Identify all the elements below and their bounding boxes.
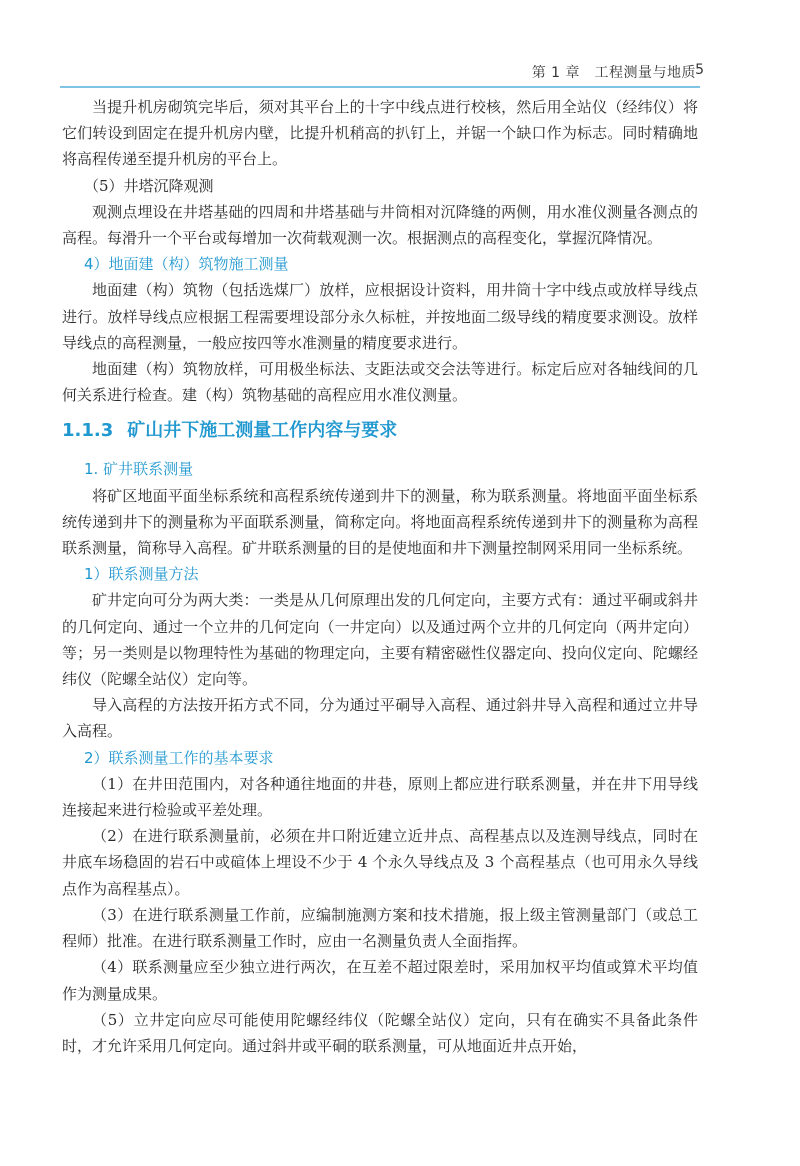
subheading-survey-methods: 1）联系测量方法 bbox=[84, 565, 199, 584]
chapter-title: 第 1 章 工程测量与地质 bbox=[531, 65, 696, 81]
requirement-item: （2）在进行联系测量前，必须在井口附近建立近井点、高程基点以及连测导线点，同时在井底车场稳固的岩石中或碹体上埋设不少于 4 个永久导线点及 3 个高程基点（也可用永久导线点作为高程基点）。 bbox=[62, 827, 698, 898]
paragraph: 矿井定向可分为两大类：一类是从几何原理出发的几何定向，主要方式有：通过平硐或斜井的几何定向、通过一个立井的几何定向（一井定向）以及通过两个立井的几何定向（两井定向）等；另一类则是以物理特性为基础的物理定向，主要有精密磁性仪器定向、投向仪定向、陀螺经纬仪（陀螺全站仪）定向等。 bbox=[62, 591, 698, 689]
page-header bbox=[0, 54, 800, 88]
requirement-item: （3）在进行联系测量工作前，应编制施测方案和技术措施，报上级主管测量部门（或总工程师）批准。在进行联系测量工作时，应由一名测量负责人全面指挥。 bbox=[62, 905, 698, 951]
paragraph: 地面建（构）筑物放样，可用极坐标法、支距法或交会法等进行。标定后应对各轴线间的几何关系进行检查。建（构）筑物基础的高程应用水准仪测量。 bbox=[62, 360, 698, 405]
page-body bbox=[62, 94, 698, 1059]
section-number: 1.1.3 bbox=[62, 420, 114, 442]
subheading-basic-requirements: 2）联系测量工作的基本要求 bbox=[84, 748, 274, 767]
page-number: 5 bbox=[695, 62, 704, 78]
subheading-ground-construction: 4）地面建（构）筑物施工测量 bbox=[84, 255, 289, 274]
paragraph: 观测点埋设在井塔基础的四周和井塔基础与井筒相对沉降缝的两侧，用水准仪测量各测点的高程。每滑升一个平台或每增加一次荷载观测一次。根据测点的高程变化，掌握沉降情况。 bbox=[62, 202, 698, 248]
subheading-contact-survey: 1. 矿井联系测量 bbox=[84, 460, 194, 479]
paragraph: 将矿区地面平面坐标系统和高程系统传递到井下的测量，称为联系测量。将地面平面坐标系统传递到井下的测量称为平面联系测量，简称定向。将地面高程系统传递到井下的测量称为高程联系测量，简称导入高程。矿井联系测量的目的是使地面和井下测量控制网采用同一坐标系统。 bbox=[62, 486, 698, 558]
requirement-item: （4）联系测量应至少独立进行两次，在互差不超过限差时，采用加权平均值或算术平均值作为测量成果。 bbox=[62, 958, 698, 1003]
subheading-tower-settlement: （5）井塔沉降观测 bbox=[84, 176, 214, 195]
paragraph: 地面建（构）筑物（包括选煤厂）放样，应根据设计资料，用井筒十字中线点或放样导线点进行。放样导线点应根据工程需要埋设部分永久标桩，并按地面二级导线的精度要求测设。放样导线点的高程测量，一般应按四等水准测量的精度要求进行。 bbox=[62, 281, 698, 352]
header-rule bbox=[60, 86, 700, 88]
paragraph: 当提升机房砌筑完毕后，须对其平台上的十字中线点进行校核，然后用全站仪（经纬仪）将它们转设到固定在提升机房内壁，比提升机稍高的扒钉上，并锯一个缺口作为标志。同时精确地将高程传递至提升机房的平台上。 bbox=[62, 98, 698, 169]
paragraph: 导入高程的方法按开拓方式不同，分为通过平硐导入高程、通过斜井导入高程和通过立井导入高程。 bbox=[62, 696, 698, 741]
requirement-item: （1）在井田范围内，对各种通往地面的井巷，原则上都应进行联系测量，并在井下用导线连接起来进行检验或平差处理。 bbox=[62, 774, 698, 820]
section-title: 矿山井下施工测量工作内容与要求 bbox=[127, 420, 398, 442]
section-heading bbox=[62, 416, 698, 446]
requirement-item: （5）立井定向应尽可能使用陀螺经纬仪（陀螺全站仪）定向，只有在确实不具备此条件时，才允许采用几何定向。通过斜井或平硐的联系测量，可从地面近井点开始， bbox=[62, 1010, 698, 1055]
